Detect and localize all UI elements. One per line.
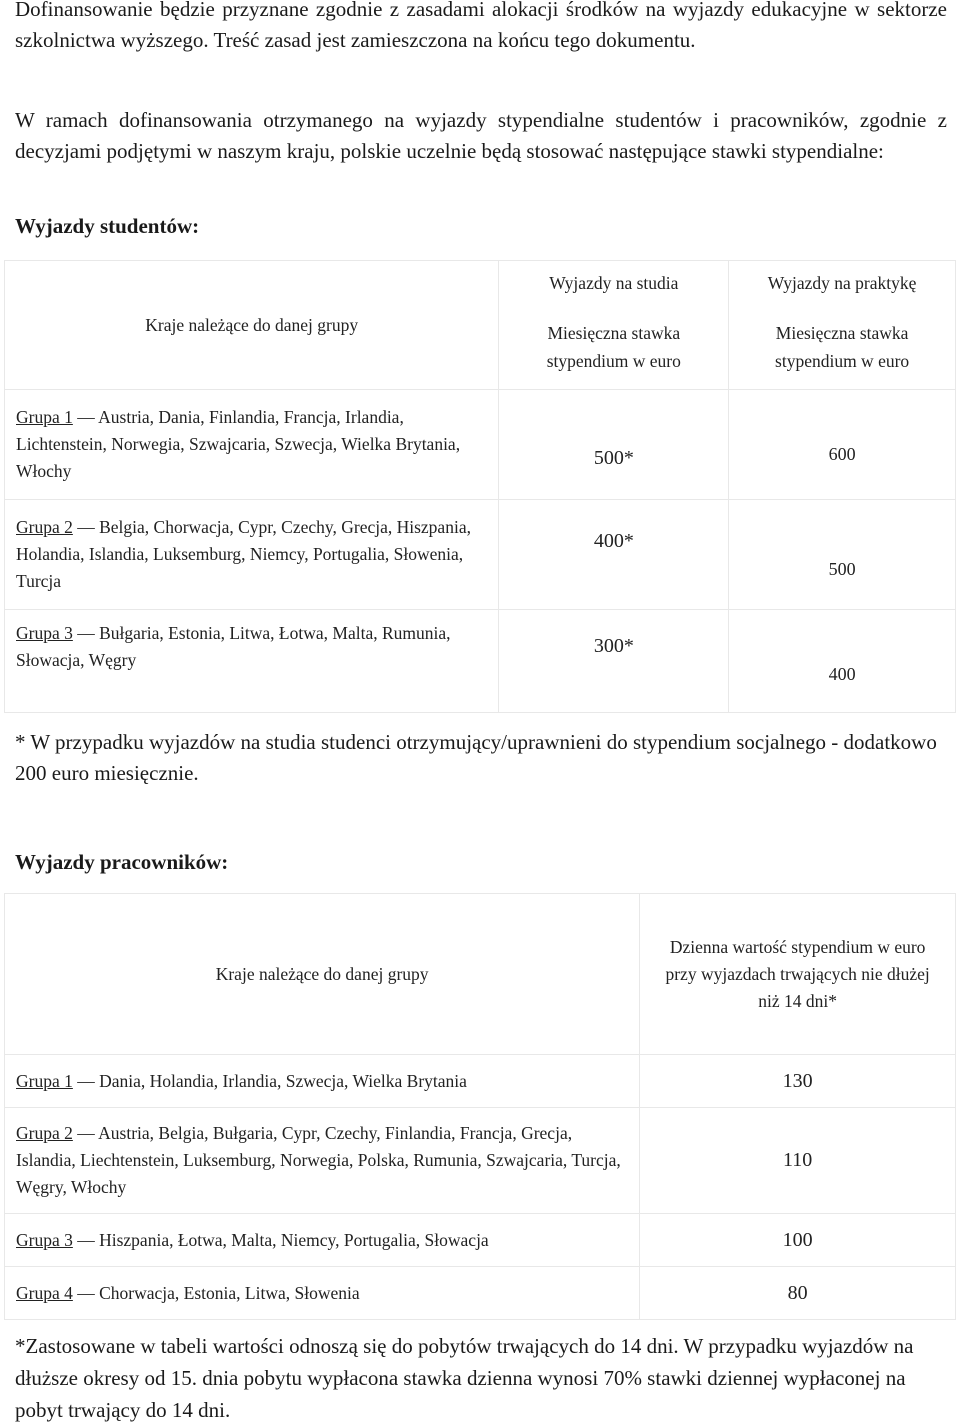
header-countries: Kraje należące do danej grupy	[5, 261, 499, 390]
table-header-row	[5, 894, 956, 1055]
table-row	[5, 1108, 956, 1214]
group-countries: Hiszpania, Łotwa, Malta, Niemcy, Portugalia, Słowacja	[99, 1229, 489, 1250]
header-practice-sub1: Miesięczna stawka	[775, 323, 909, 343]
group-name: Grupa 1	[16, 407, 73, 427]
study-rate: 300*	[499, 610, 729, 713]
practice-rate: 400	[729, 610, 956, 713]
header-study-sub1: Miesięczna stawka	[547, 323, 681, 343]
intro-paragraph-2: W ramach dofinansowania otrzymanego na wyjazdy stypendialne studentów i pracowników, zgodnie z decyzjami podjętymi w naszym kraju, polskie uczelnie będą stosować następujące stawki stypendialne:	[15, 108, 947, 163]
group-cell: Grupa 1 — Dania, Holandia, Irlandia, Szwecja, Wielka Brytania	[5, 1055, 640, 1108]
daily-rate: 100	[640, 1214, 956, 1267]
group-name: Grupa 3	[16, 623, 73, 643]
group-cell: Grupa 4 — Chorwacja, Estonia, Litwa, Słowenia	[5, 1267, 640, 1320]
group-name: Grupa 3	[16, 1229, 73, 1250]
header-practice-sub2: stypendium w euro	[775, 351, 910, 371]
header-practice	[729, 261, 956, 390]
group-cell: Grupa 3 — Hiszpania, Łotwa, Malta, Niemcy, Portugalia, Słowacja	[5, 1214, 640, 1267]
table-row	[5, 1055, 956, 1108]
daily-rate: 110	[640, 1108, 956, 1214]
students-rates-table	[4, 260, 956, 713]
group-countries: Dania, Holandia, Irlandia, Szwecja, Wielka Brytania	[99, 1070, 467, 1091]
group-name: Grupa 1	[16, 1070, 73, 1091]
group-name: Grupa 2	[16, 517, 73, 537]
table-row	[5, 390, 956, 500]
group-cell: Grupa 3 — Bułgaria, Estonia, Litwa, Łotwa, Malta, Rumunia, Słowacja, Węgry	[5, 610, 499, 713]
header-countries: Kraje należące do danej grupy	[5, 894, 640, 1055]
header-study	[499, 261, 729, 390]
group-countries: Austria, Belgia, Bułgaria, Cypr, Czechy, Finlandia, Francja, Grecja, Islandia, Liechtenstein, Luksemburg, Norwegia, Polska, Rumunia, Szwajcaria, Turcja, Węgry, Włochy	[16, 1123, 621, 1197]
group-countries: Belgia, Chorwacja, Cypr, Czechy, Grecja, Hiszpania, Holandia, Islandia, Luksemburg, Niemcy, Portugalia, Słowenia, Turcja	[16, 517, 471, 591]
group-name: Grupa 4	[16, 1282, 73, 1303]
group-name: Grupa 2	[16, 1123, 73, 1143]
table-row	[5, 1214, 956, 1267]
table-row	[5, 1267, 956, 1320]
daily-rate: 130	[640, 1055, 956, 1108]
staff-heading: Wyjazdy pracowników:	[15, 850, 229, 874]
table-row	[5, 610, 956, 713]
practice-rate: 600	[729, 390, 956, 500]
daily-rate: 80	[640, 1267, 956, 1320]
header-practice-title: Wyjazdy na praktykę	[767, 273, 917, 293]
group-cell: Grupa 2 — Belgia, Chorwacja, Cypr, Czechy, Grecja, Hiszpania, Holandia, Islandia, Luksemburg, Niemcy, Portugalia, Słowenia, Turcja	[5, 500, 499, 610]
header-study-sub2: stypendium w euro	[546, 351, 681, 371]
table-header-row	[5, 261, 956, 390]
students-heading: Wyjazdy studentów:	[15, 214, 200, 238]
students-footnote: * W przypadku wyjazdów na studia studenci otrzymujący/uprawnieni do stypendium socjalnego - dodatkowo 200 euro miesięcznie.	[15, 730, 937, 785]
header-study-title: Wyjazdy na studia	[549, 273, 679, 293]
group-countries: Bułgaria, Estonia, Litwa, Łotwa, Malta, Rumunia, Słowacja, Węgry	[16, 623, 451, 670]
staff-rates-table	[4, 893, 956, 1320]
table-row	[5, 500, 956, 610]
study-rate: 500*	[499, 390, 729, 500]
staff-footnote: *Zastosowane w tabeli wartości odnoszą się do pobytów trwających do 14 dni. W przypadku wyjazdów na dłuższe okresy od 15. dnia pobytu wypłacona stawka dzienna wynosi 70% stawki dziennej wypłaconej na pobyt trwający do 14 dni.	[15, 1334, 914, 1422]
group-cell: Grupa 1 — Austria, Dania, Finlandia, Francja, Irlandia, Lichtenstein, Norwegia, Szwajcaria, Szwecja, Wielka Brytania, Włochy	[5, 390, 499, 500]
header-daily-rate: Dzienna wartość stypendium w euro przy wyjazdach trwających nie dłużej niż 14 dni*	[640, 894, 956, 1055]
study-rate: 400*	[499, 500, 729, 610]
group-countries: Austria, Dania, Finlandia, Francja, Irlandia, Lichtenstein, Norwegia, Szwajcaria, Szwecja, Wielka Brytania, Włochy	[16, 407, 461, 481]
intro-paragraph-1: Dofinansowanie będzie przyznane zgodnie z zasadami alokacji środków na wyjazdy edukacyjne w sektorze szkolnictwa wyższego. Treść zasad jest zamieszczona na końcu tego dokumentu.	[15, 0, 947, 52]
group-cell: Grupa 2 — Austria, Belgia, Bułgaria, Cypr, Czechy, Finlandia, Francja, Grecja, Islandia, Liechtenstein, Luksemburg, Norwegia, Polska, Rumunia, Szwajcaria, Turcja, Węgry, Włochy	[5, 1108, 640, 1214]
group-countries: Chorwacja, Estonia, Litwa, Słowenia	[99, 1282, 360, 1303]
practice-rate: 500	[729, 500, 956, 610]
